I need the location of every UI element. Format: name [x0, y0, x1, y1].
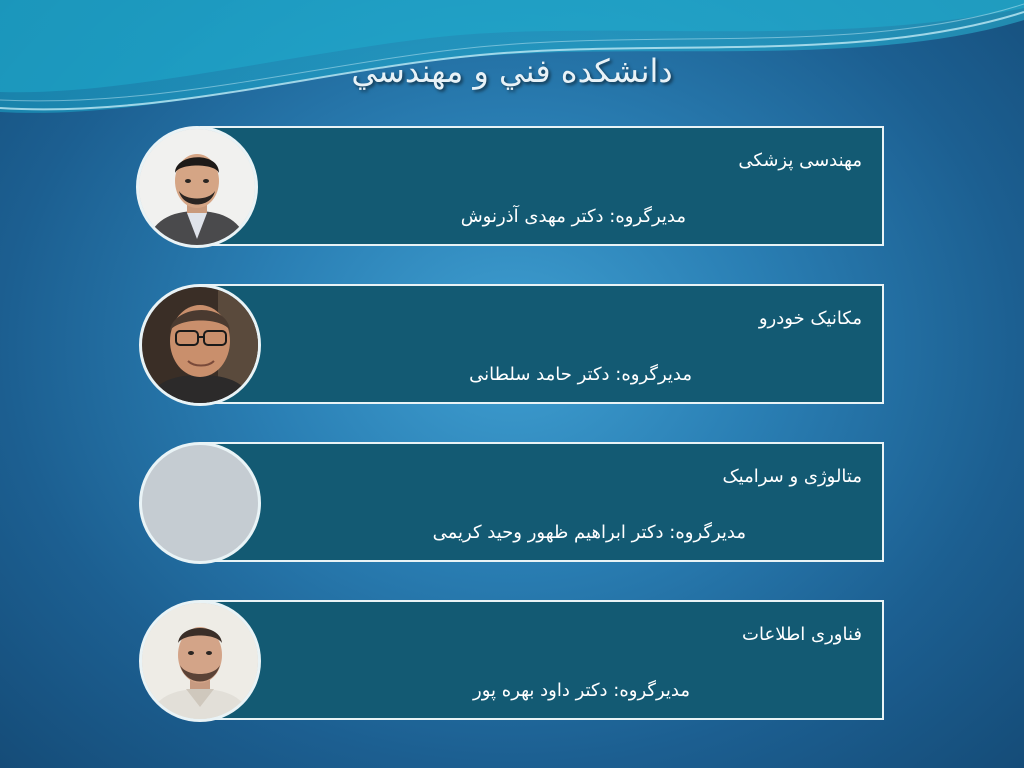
department-card [200, 600, 884, 720]
slide-title: دانشکده فني و مهندسي [351, 52, 673, 90]
department-head: مدیرگروه: دکتر حامد سلطانی [469, 364, 692, 385]
department-card [200, 442, 884, 562]
department-name: فناوری اطلاعات [742, 624, 862, 645]
department-card [200, 284, 884, 404]
department-head: مدیرگروه: دکتر مهدی آذرنوش [460, 206, 686, 227]
department-head: مدیرگروه: دکتر ابراهیم ظهور وحید کریمی [432, 522, 746, 543]
department-name: مهندسی پزشکی [738, 150, 862, 171]
department-card [200, 126, 884, 246]
department-name: متالوژی و سرامیک [722, 466, 862, 487]
department-head-photo [139, 284, 261, 406]
department-head-photo [139, 600, 261, 722]
department-head: مدیرگروه: دکتر داود بهره پور [473, 680, 690, 701]
department-head-photo [136, 126, 258, 248]
department-name: مکانیک خودرو [758, 308, 862, 329]
photo-placeholder [139, 442, 261, 564]
